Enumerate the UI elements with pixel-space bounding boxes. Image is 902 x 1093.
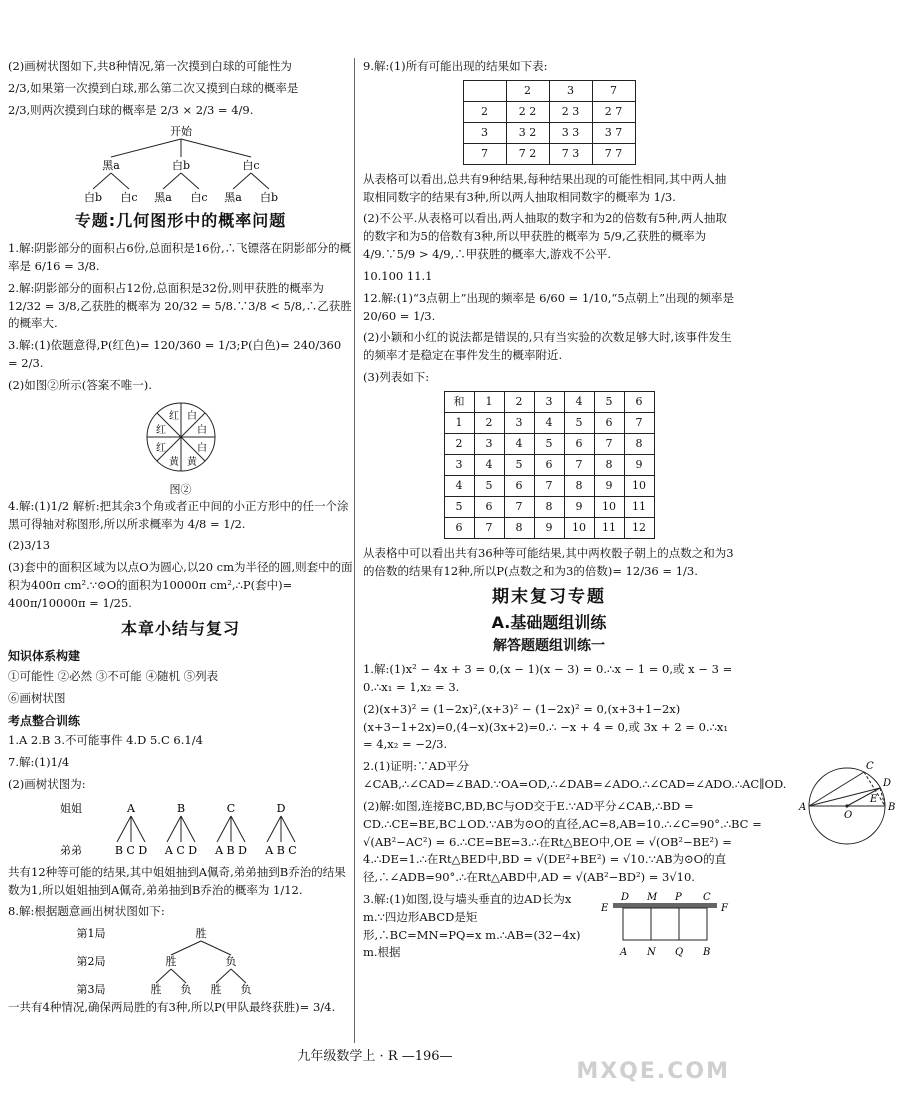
table2-cell: 2 xyxy=(504,391,534,412)
solution-1-2: (2)(x+3)² = (1−2x)²,(x+3)² − (1−2x)² = 0,(x+3+1−2x)(x+3−1+2x)=0,(4−x)(3x+2)=0.∴ −x + 4 = 0,或 3x + 2 = 0.∴x₁ = 4,x₂ = −2/3. xyxy=(363,701,728,752)
left-column xyxy=(8,58,353,1021)
table2-cell: 2 xyxy=(444,433,474,454)
fence-figure xyxy=(595,891,735,963)
answer-4-1: 4.解:(1)1/2 解析:把其余3个角或者正中间的小正方形中的任一个涂黑可得轴对称图形,所以所求概率为 4/8 = 1/2. xyxy=(8,498,349,531)
tree-diagram-2 xyxy=(51,798,311,862)
table2-cell: 5 xyxy=(534,433,564,454)
table2-cell: 5 xyxy=(444,496,474,517)
table2-cell: 2 xyxy=(474,412,504,433)
tree3-row-3: 第3局 xyxy=(76,983,105,997)
tree1-l2-2: 白c xyxy=(119,191,138,205)
solution-3-1: 3.解:(1)如图,设与墙头垂直的边AD长为x m.∵四边形ABCD是矩形,∴BC=MN=PQ=x m.∴AB=(32−4x) m.根据 xyxy=(363,891,581,960)
section-title-chapter-summary: 本章小结与复习 xyxy=(120,618,240,638)
table2-cell: 3 xyxy=(534,391,564,412)
tree2-group-b xyxy=(163,802,196,857)
right-column xyxy=(363,58,896,966)
practice-heading: 考点整合训练 xyxy=(8,713,81,728)
tree1-l2-3: 黑a xyxy=(153,191,172,205)
table2-cell: 6 xyxy=(624,391,654,412)
answer-7-2: (2)画树状图为: xyxy=(8,776,86,791)
tree3-l2-1: 胜 xyxy=(165,955,176,969)
answer-5: (3)套中的面积区域为以点O为圆心,以20 cm为半径的圆,则套中的面积为400π cm².∵⊙O的面积为10000π cm²,∴P(套中)= 400π/10000π = 1/25. xyxy=(8,560,353,610)
solution-2-1: 2.(1)证明:∵AD平分∠CAB,∴∠CAD=∠BAD.∵OA=OD,∴∠DAB=∠ADO.∴∠CAD=∠ADO.∴AC∥OD. xyxy=(363,759,787,792)
solution-1-1: 1.解:(1)x² − 4x + 3 = 0,(x − 1)(x − 3) = 0.∴x − 1 = 0,或 x − 3 = 0.∴x₁ = 1,x₂ = 3. xyxy=(363,662,733,695)
site-watermark: MXQE.COM xyxy=(576,1058,730,1084)
answer-2: 2.解:阴影部分的面积占12份,总面积是32份,则甲获胜的概率为 12/32 = 3/8,乙获胜的概率为 20/32 = 5/8.∵3/8 < 5/8,∴乙获胜的概率大. xyxy=(8,280,352,331)
table2-cell: 4 xyxy=(564,391,594,412)
table1-cell: 3 3 xyxy=(549,122,592,143)
tree2-sub-label: 弟弟 xyxy=(59,843,82,857)
answer-10-11: 10.100 11.1 xyxy=(363,268,433,283)
tree1-root: 开始 xyxy=(169,125,192,139)
fence-label-c: C xyxy=(703,891,711,903)
fence-label-d: D xyxy=(621,891,630,903)
answer-7-1: 7.解:(1)1/4 xyxy=(8,755,70,770)
tree1-l1-b: 白b xyxy=(171,159,190,173)
final-review-title: 期末复习专题 xyxy=(492,587,606,608)
tree2-d-leaves: A B C xyxy=(264,843,297,857)
tree1-l2-4: 白c xyxy=(189,191,208,205)
solution-3-text xyxy=(363,891,589,966)
wheel-label-8: 黄 xyxy=(186,456,197,468)
table2-cell: 7 xyxy=(474,517,504,538)
tree2-a-leaves: B C D xyxy=(114,843,147,857)
circle-label-e: E xyxy=(870,794,878,806)
answer-1: 1.解:阴影部分的面积占6份,总面积是16份,∴飞镖落在阴影部分的概率是 6/16 = 3/8. xyxy=(8,241,352,274)
tree2-d-root: D xyxy=(276,801,285,815)
tree-diagram-3 xyxy=(71,925,291,997)
intro-line-2: 2/3,如果第一次摸到白球,那么第二次又摸到白球的概率是 xyxy=(8,80,299,95)
tree2-c-leaves: A B D xyxy=(214,843,247,857)
table2-cell: 5 xyxy=(564,412,594,433)
answer-8-1: 8.解:根据题意画出树状图如下: xyxy=(8,904,165,919)
table2-row xyxy=(444,391,654,412)
table1-row xyxy=(463,80,635,101)
answer-9-3: (2)不公平.从表格可以看出,两人抽取的数字和为2的倍数有5种,两人抽取的数字和为5的倍数有3种,所以甲获胜的概率为 5/9,乙获胜的概率为 4/9.∵5/9 > 4/9,∴甲获胜的概率大,游戏不公平. xyxy=(363,211,727,262)
table2-row xyxy=(444,496,654,517)
answer-9-1: 9.解:(1)所有可能出现的结果如下表: xyxy=(363,59,548,73)
circle-label-d: D xyxy=(883,778,892,790)
wheel-label-7: 黄 xyxy=(168,456,179,468)
tree2-a-root: A xyxy=(126,801,135,815)
table2-cell: 11 xyxy=(624,496,654,517)
figure-caption: 图② xyxy=(169,482,192,496)
wheel-label-3: 红 xyxy=(155,424,166,436)
basic-group-title: A.基础题组训练 xyxy=(491,612,607,632)
answer-12-2: (2)小颖和小红的说法都是错误的,只有当实验的次数足够大时,该事件发生的频率才是稳定在事件发生的概率附近. xyxy=(363,330,732,363)
solution-3-block xyxy=(363,891,735,966)
page-footer: 九年级数学上 · R —196— xyxy=(297,1048,453,1064)
table2-cell: 6 xyxy=(594,412,624,433)
answer-8-2: 一共有4种情况,确保两局胜的有3种,所以P(甲队最终获胜)= 3/4. xyxy=(8,1000,336,1015)
solution-2-block xyxy=(363,758,896,891)
table2-cell: 5 xyxy=(504,454,534,475)
table1-cell: 2 3 xyxy=(549,101,592,122)
knowledge-line-1: ①可能性 ②必然 ③不可能 ④随机 ⑤列表 xyxy=(8,669,219,684)
table2-row xyxy=(444,475,654,496)
table2-cell: 4 xyxy=(474,454,504,475)
fence-label-n: N xyxy=(647,946,656,958)
table1-cell: 2 xyxy=(463,101,506,122)
wheel-label-4: 白 xyxy=(196,424,207,436)
table1-cell: 3 xyxy=(549,80,592,101)
table2-cell: 10 xyxy=(594,496,624,517)
table2-cell: 7 xyxy=(624,412,654,433)
answer-12-4: 从表格中可以看出共有36种等可能结果,其中两枚骰子朝上的点数之和为3的倍数的结果有12种,所以P(点数之和为3的倍数)= 12/36 = 1/3. xyxy=(363,545,734,578)
table2-cell: 6 xyxy=(534,454,564,475)
table2-row xyxy=(444,412,654,433)
table2-cell: 10 xyxy=(624,475,654,496)
tree3-l3-3: 胜 xyxy=(210,983,221,997)
dice-sum-table xyxy=(444,391,655,539)
circle-label-a: A xyxy=(799,802,807,814)
tree3-row-2: 第2局 xyxy=(76,955,105,969)
table1-row xyxy=(463,143,635,164)
table2-row xyxy=(444,454,654,475)
tree3-l2-2: 负 xyxy=(225,955,236,969)
tree3-l3-2: 负 xyxy=(180,983,191,997)
answer-3-1: 3.解:(1)依题意得,P(红色)= 120/360 = 1/3;P(白色)= 240/360 = 2/3. xyxy=(8,338,342,371)
spinner-wheel-figure xyxy=(136,399,226,481)
table2-row xyxy=(444,517,654,538)
table2-cell: 7 xyxy=(564,454,594,475)
table2-cell: 1 xyxy=(444,412,474,433)
table2-cell: 5 xyxy=(474,475,504,496)
tree1-l1-c: 白c xyxy=(241,159,260,173)
table1-cell: 2 7 xyxy=(592,101,635,122)
table1-cell: 3 xyxy=(463,122,506,143)
tree2-root: 姐姐 xyxy=(59,801,82,815)
table1-cell xyxy=(463,80,506,101)
table1-cell: 7 7 xyxy=(592,143,635,164)
problem-set-title: 解答题题组训练一 xyxy=(493,637,605,654)
answer-3-2: (2)如图②所示(答案不唯一). xyxy=(8,377,152,392)
tree1-l2-5: 黑a xyxy=(223,191,242,205)
table2-cell: 8 xyxy=(504,517,534,538)
table2-cell: 9 xyxy=(594,475,624,496)
wheel-label-2: 白 xyxy=(186,410,197,422)
fence-label-p: P xyxy=(675,891,682,903)
fence-label-e: E xyxy=(601,902,609,914)
table2-row xyxy=(444,433,654,454)
table2-cell: 8 xyxy=(624,433,654,454)
tree3-root: 胜 xyxy=(195,927,206,941)
table2-cell: 7 xyxy=(594,433,624,454)
table2-cell: 4 xyxy=(504,433,534,454)
knowledge-system-heading: 知识体系构建 xyxy=(8,649,81,664)
solution-2-2: (2)解:如图,连接BC,BD,BC与OD交于E.∵AD平分∠CAB,∴BD = CD.∴CE=BE,BC⊥OD.∵AB为⊙O的直径,AC=8,AB=10.∴∠C=90°.∴BC = √(AB²−AC²) = 6.∴CE=BE=3.∴在Rt△BEO中,OE = √(OB²−BE²) = 4.∴DE=1.∴在Rt△BED中,BD = √(DE²+BE²) = √10.∵AB为⊙O的直径,∴∠ADB=90°.∴在Rt△ABD中,AD = √(AB²−BD²) = 3√10. xyxy=(363,798,762,885)
answer-4-2: (2)3/13 xyxy=(8,538,51,553)
tree2-group-d xyxy=(264,802,296,857)
table2-cell: 12 xyxy=(624,517,654,538)
tree3-row-1: 第1局 xyxy=(76,927,105,941)
table2-cell: 1 xyxy=(474,391,504,412)
table2-cell: 6 xyxy=(564,433,594,454)
answer-12-1: 12.解:(1)“3点朝上”出现的频率是 6/60 = 1/10,“5点朝上”出现的频率是 20/60 = 1/3. xyxy=(363,290,735,323)
table1-cell: 2 2 xyxy=(506,101,549,122)
answer-12-3: (3)列表如下: xyxy=(363,369,430,384)
tree1-l2-1: 白b xyxy=(83,191,102,205)
tree1-l1-a: 黑a xyxy=(101,159,120,173)
table2-cell: 3 xyxy=(444,454,474,475)
table1-row xyxy=(463,101,635,122)
table1-cell: 7 3 xyxy=(549,143,592,164)
table1-cell: 3 2 xyxy=(506,122,549,143)
table2-cell: 8 xyxy=(564,475,594,496)
table2-cell: 9 xyxy=(534,517,564,538)
table1-cell: 7 2 xyxy=(506,143,549,164)
wheel-label-1: 红 xyxy=(168,410,179,422)
circle-label-c: C xyxy=(866,761,875,773)
table2-cell: 和 xyxy=(444,391,474,412)
tree1-l2-6: 白b xyxy=(259,191,278,205)
fence-label-b: B xyxy=(703,946,711,958)
tree2-b-root: B xyxy=(176,801,185,815)
table2-cell: 4 xyxy=(534,412,564,433)
table2-cell: 8 xyxy=(594,454,624,475)
tree2-group-a xyxy=(114,802,146,857)
table1-cell: 7 xyxy=(592,80,635,101)
wheel-label-6: 白 xyxy=(196,442,207,454)
table1-cell: 7 xyxy=(463,143,506,164)
tree2-c-root: C xyxy=(226,801,235,815)
intro-line-3: 2/3,则两次摸到白球的概率是 2/3 × 2/3 = 4/9. xyxy=(8,102,254,117)
tree-diagram-1 xyxy=(71,123,291,205)
circle-label-o: O xyxy=(844,810,853,822)
fence-label-a: A xyxy=(620,946,628,958)
table2-cell: 9 xyxy=(624,454,654,475)
table2-cell: 10 xyxy=(564,517,594,538)
intro-line-1: (2)画树状图如下,共8种情况,第一次摸到白球的可能性为 xyxy=(8,59,292,73)
table1-row xyxy=(463,122,635,143)
table2-cell: 7 xyxy=(504,496,534,517)
table2-cell: 4 xyxy=(444,475,474,496)
answer-9-2: 从表格可以看出,总共有9种结果,每种结果出现的可能性相同,其中两人抽取相同数字的结果有3种,所以两人抽取相同数字的概率为 1/3. xyxy=(363,171,727,204)
table2-cell: 7 xyxy=(534,475,564,496)
table2-cell: 8 xyxy=(534,496,564,517)
circle-figure xyxy=(792,758,902,848)
wheel-label-5: 红 xyxy=(155,442,166,454)
tree2-group-c xyxy=(214,802,247,857)
table2-cell: 3 xyxy=(474,433,504,454)
knowledge-line-2: ⑥画树状图 xyxy=(8,690,66,705)
result-table-1 xyxy=(463,80,636,165)
table2-cell: 11 xyxy=(594,517,624,538)
section-title-geometry-probability: 专题:几何图形中的概率问题 xyxy=(74,211,287,231)
fence-label-m: M xyxy=(647,891,658,903)
table2-cell: 3 xyxy=(504,412,534,433)
answer-7-3: 共有12种等可能的结果,其中姐姐抽到A佩奇,弟弟抽到B乔治的结果数为1,所以姐姐抽到A佩奇,弟弟抽到B乔治的概率为 1/12. xyxy=(8,864,346,897)
table1-cell: 3 7 xyxy=(592,122,635,143)
solution-2-text xyxy=(363,758,786,891)
table1-cell: 2 xyxy=(506,80,549,101)
column-divider xyxy=(354,58,355,1043)
tree3-l3-1: 胜 xyxy=(150,983,161,997)
circle-label-b: B xyxy=(888,802,896,814)
table2-cell: 6 xyxy=(504,475,534,496)
table2-cell: 9 xyxy=(564,496,594,517)
fence-label-q: Q xyxy=(675,946,684,958)
table2-cell: 6 xyxy=(474,496,504,517)
table2-cell: 5 xyxy=(594,391,624,412)
tree3-l3-4: 负 xyxy=(240,983,251,997)
practice-answers: 1.A 2.B 3.不可能事件 4.D 5.C 6.1/4 xyxy=(8,733,203,748)
fence-label-f: F xyxy=(721,902,728,914)
tree2-b-leaves: A C D xyxy=(164,843,197,857)
table2-cell: 6 xyxy=(444,517,474,538)
